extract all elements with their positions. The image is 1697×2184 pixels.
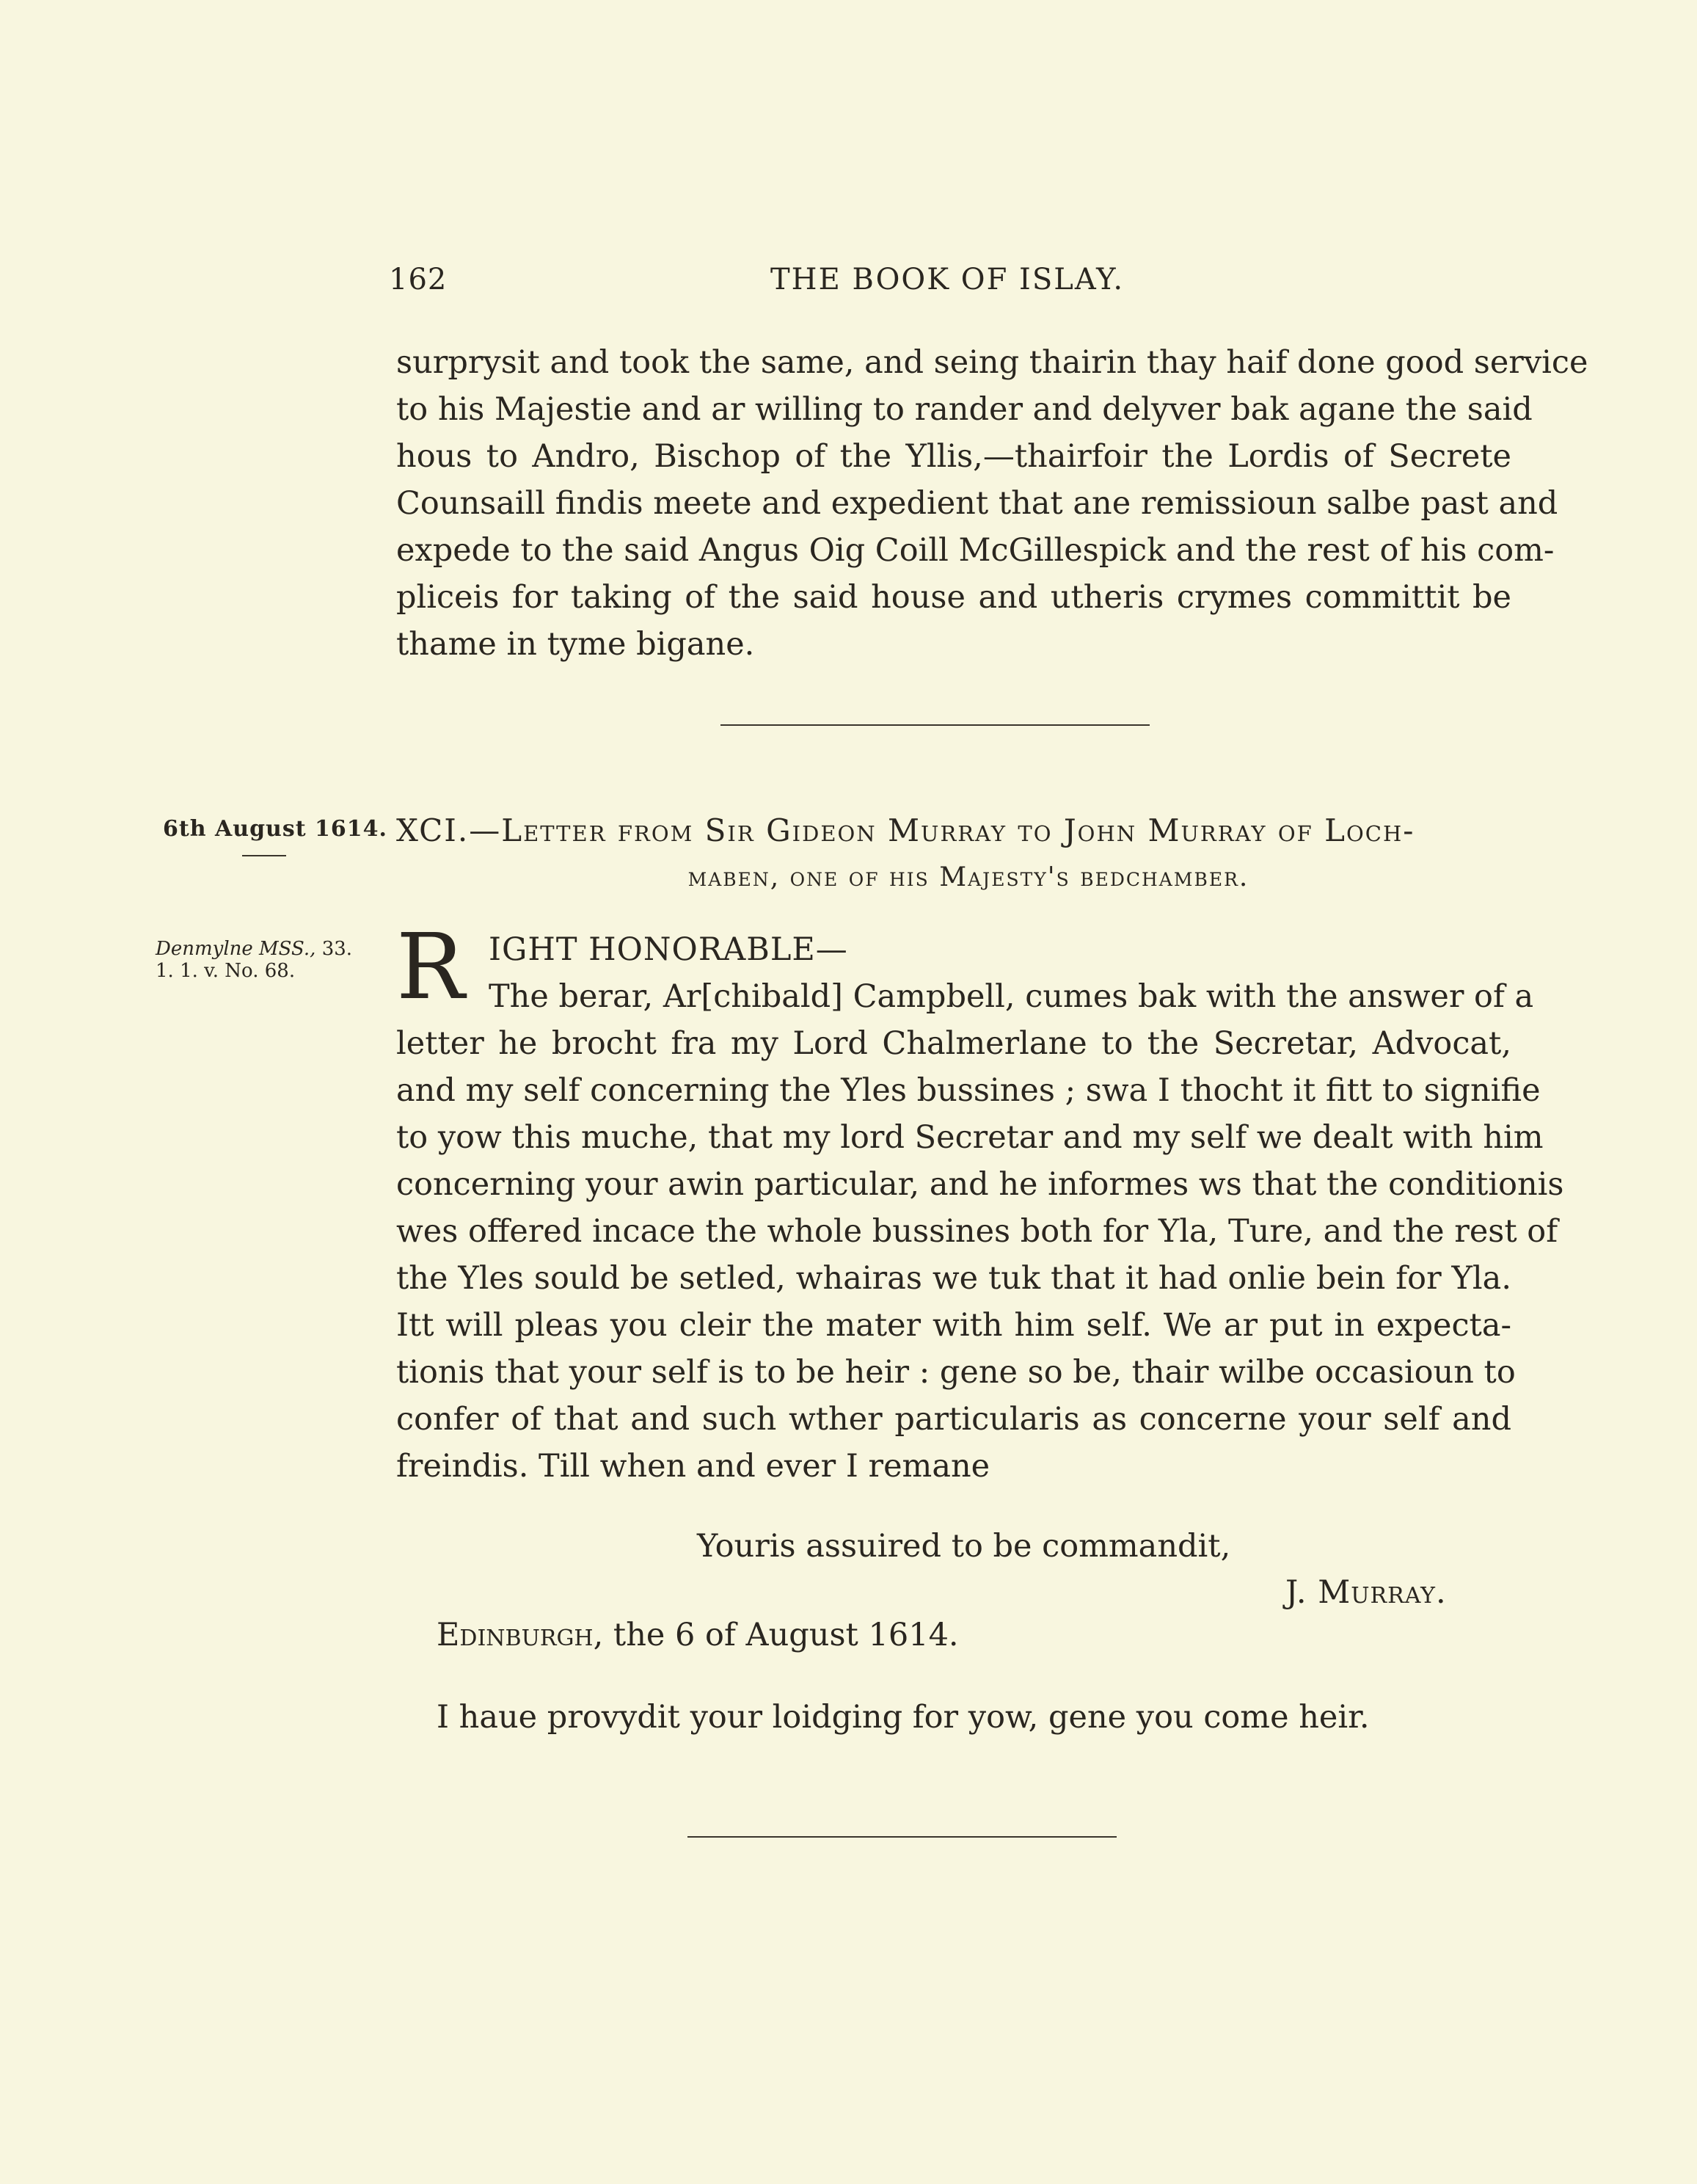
running-title: THE BOOK OF ISLAY. — [770, 263, 1125, 296]
postscript: I haue provydit your loidging for yow, gene you come heir. — [437, 1699, 1370, 1736]
letter-line: freindis. Till when and ever I remane — [396, 1448, 990, 1485]
letter-line: confer of that and such wther particularis as concerne your self and — [396, 1401, 1511, 1438]
letter-line: the Yles sould be setled, whairas we tuk that it had onlie bein for Yla. — [396, 1260, 1511, 1297]
page-header — [0, 263, 1697, 307]
heading-line-1: XCI.—Letter from Sir Gideon Murray to John Murray of Loch- — [396, 812, 1415, 848]
letter-body — [396, 914, 1564, 1490]
drop-cap: R — [396, 914, 465, 1020]
paragraph-line: hous to Andro, Bischop of the Yllis,—thairfoir the Lordis of Secrete — [396, 438, 1511, 475]
document-heading — [396, 807, 1511, 901]
letter-line: letter he brocht fra my Lord Chalmerlane to the Secretar, Advocat, — [396, 1025, 1511, 1062]
margin-date: 6th August 1614. — [163, 816, 387, 842]
letter-line: Itt will pleas you cleir the mater with him self. We ar put in expecta- — [396, 1307, 1511, 1344]
heading-line-2: maben, one of his Majesty's bedchamber. — [687, 862, 1249, 892]
paragraph-line: to his Majestie and ar willing to rander and delyver bak agane the said — [396, 391, 1533, 428]
end-divider — [687, 1836, 1117, 1838]
page-number: 162 — [389, 263, 448, 296]
place: Edinburgh, — [437, 1617, 604, 1653]
paragraph-line: surprysit and took the same, and seing thairin thay haif done good service — [396, 344, 1588, 381]
letter-line: concerning your awin particular, and he informes ws that the conditionis — [396, 1166, 1564, 1203]
paragraph-line: Counsaill findis meete and expedient that ane remissioun salbe past and — [396, 485, 1558, 522]
paragraph-line: expede to the said Angus Oig Coill McGillespick and the rest of his com- — [396, 532, 1555, 569]
margin-source — [156, 938, 352, 982]
salutation: IGHT HONORABLE— — [489, 931, 848, 968]
letter-line: wes offered incace the whole bussines both for Yla, Ture, and the rest of — [396, 1213, 1558, 1250]
paragraph-line: pliceis for taking of the said house and utheris crymes committit be — [396, 579, 1511, 616]
top-paragraph — [396, 339, 1588, 668]
paragraph-line: thame in tyme bigane. — [396, 626, 755, 663]
letter-date: the 6 of August 1614. — [603, 1617, 959, 1653]
letter-line: tionis that your self is to be heir : gene so be, thair wilbe occasioun to — [396, 1354, 1516, 1391]
place-date — [437, 1617, 959, 1653]
letter-signature: J. Murray. — [1285, 1574, 1447, 1611]
source-reference: 1. 1. v. No. 68. — [156, 960, 296, 982]
letter-line: and my self concerning the Yles bussines ; swa I thocht it fitt to signifie — [396, 1072, 1541, 1109]
section-divider — [720, 724, 1150, 726]
letter-closing: Youris assuired to be commandit, — [697, 1528, 1231, 1565]
margin-date-rule — [242, 855, 286, 856]
letter-line: The berar, Ar[chibald] Campbell, cumes bak with the answer of a — [489, 978, 1534, 1015]
source-number: 33. — [315, 938, 353, 960]
source-title: Denmylne MSS., — [156, 938, 316, 960]
letter-line: to yow this muche, that my lord Secretar and my self we dealt with him — [396, 1119, 1544, 1156]
